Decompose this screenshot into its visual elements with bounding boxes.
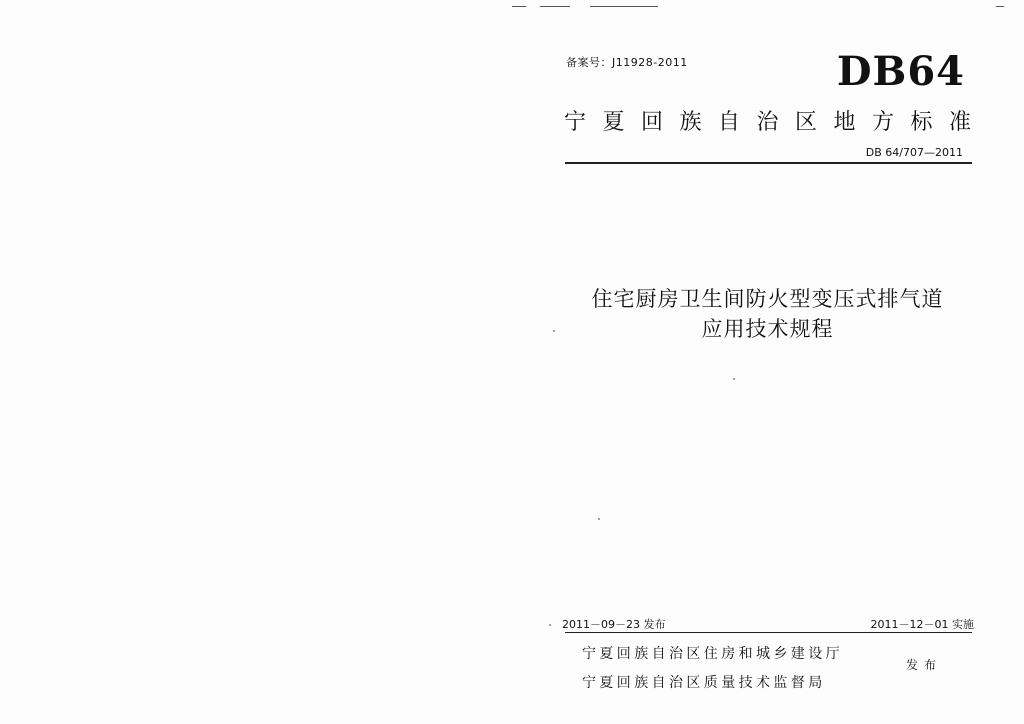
- title-line-1: 住宅厨房卫生间防火型变压式排气道: [591, 287, 944, 311]
- scan-mark: [996, 6, 1004, 7]
- issuer-list: [582, 640, 882, 698]
- document-title: [560, 284, 975, 344]
- scan-speck: [549, 624, 551, 626]
- issue-date: 2011－09－23 发布: [562, 618, 666, 631]
- scan-mark: [512, 6, 526, 7]
- standard-number: DB 64/707—2011: [865, 146, 963, 159]
- cover-panel: [560, 0, 988, 724]
- footer-rule: [565, 632, 972, 633]
- publish-label: 发布: [906, 658, 943, 672]
- title-line-2: 应用技术规程: [701, 317, 834, 341]
- issuer-quality-bureau: 宁夏回族自治区质量技术监督局: [582, 675, 826, 691]
- scan-speck: [553, 330, 555, 332]
- effective-date: 2011－12－01 实施: [870, 618, 974, 631]
- record-number: 备案号：J11928-2011: [566, 56, 688, 69]
- issuer-housing-dept: 宁夏回族自治区住房和城乡建设厅: [582, 646, 843, 662]
- header-rule: [565, 162, 972, 164]
- standard-code: DB64: [836, 48, 965, 95]
- standard-type: 宁夏回族自治区地方标准: [564, 110, 988, 135]
